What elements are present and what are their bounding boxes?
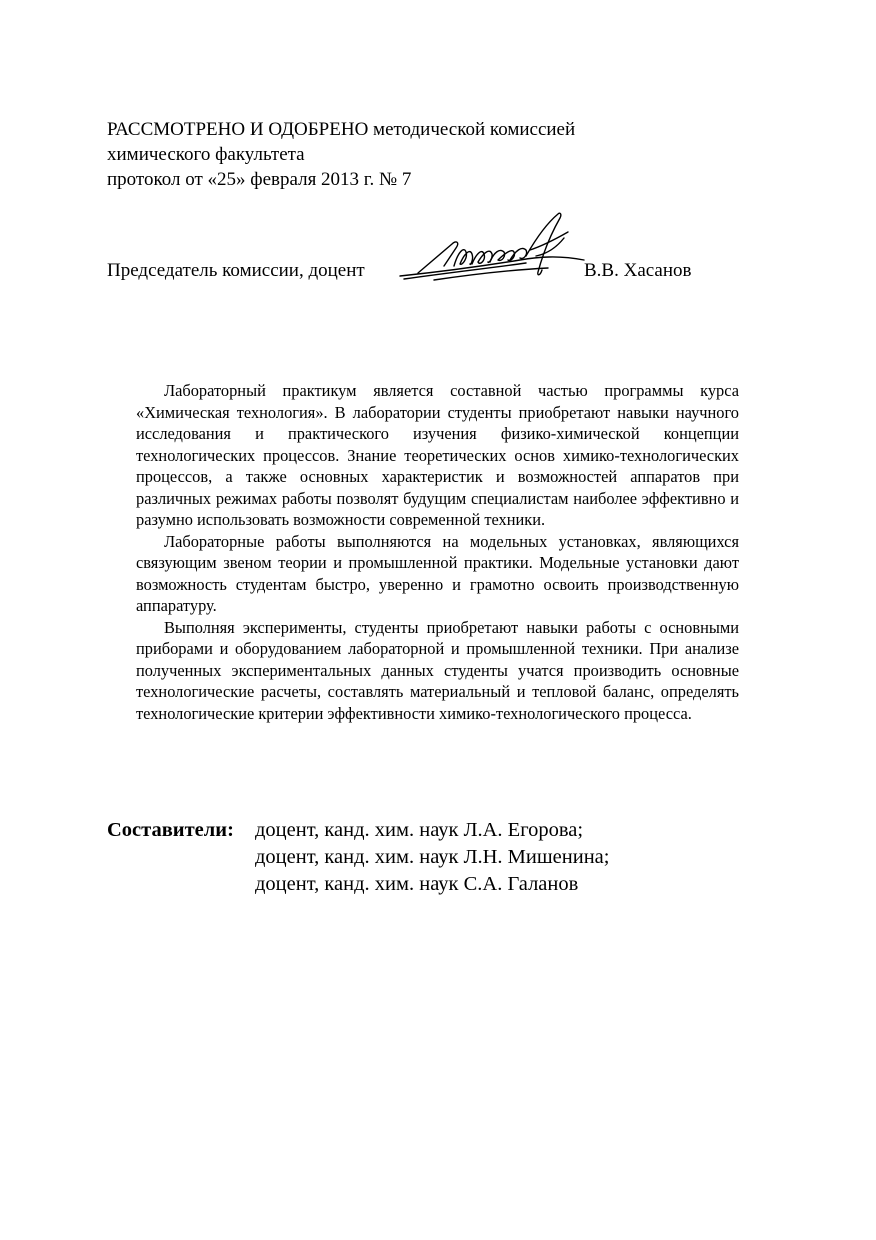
- chair-label: Председатель комиссии, доцент: [107, 260, 365, 281]
- approval-block: [107, 117, 807, 192]
- body-paragraph: Выполняя эксперименты, студенты приобретают навыки работы с основными приборами и оборудованием лабораторной и промышленной техники. При анализе полученных экспериментальных данных студенты учатся производить основные технологические расчеты, составлять материальный и тепловой баланс, определять технологические критерии эффективности химико-технологического процесса.: [136, 617, 739, 723]
- approval-line: протокол от «25» февраля 2013 г. № 7: [107, 169, 412, 190]
- author-item: доцент, канд. хим. наук С.А. Галанов: [255, 873, 579, 895]
- signature: [398, 210, 588, 292]
- author-item: доцент, канд. хим. наук Л.А. Егорова;: [255, 819, 584, 841]
- body-paragraph: Лабораторные работы выполняются на модельных установках, являющихся связующим звеном теории и промышленной практики. Модельные установки дают возможность студентам быстро, уверенно и грамотно освоить производственную аппаратуру.: [136, 531, 739, 615]
- chair-name: В.В. Хасанов: [584, 260, 692, 281]
- approval-line: химического факультета: [107, 144, 305, 165]
- authors-list: [255, 817, 609, 898]
- approval-line: РАССМОТРЕНО И ОДОБРЕНО методической комиссией: [107, 119, 576, 140]
- authors-label: Составители:: [107, 819, 234, 841]
- author-item: доцент, канд. хим. наук Л.Н. Мишенина;: [255, 846, 610, 868]
- body-paragraph: Лабораторный практикум является составной частью программы курса «Химическая технология». В лаборатории студенты приобретают навыки научного исследования и практического изучения физико-химической концепции технологических процессов. Знание теоретических основ химико-технологических процессов, а также основных характеристик и возможностей аппаратов при различных режимах работы позволят будущим специалистам наиболее эффективно и разумно использовать возможности современной техники.: [136, 381, 739, 529]
- body-text: [136, 380, 739, 724]
